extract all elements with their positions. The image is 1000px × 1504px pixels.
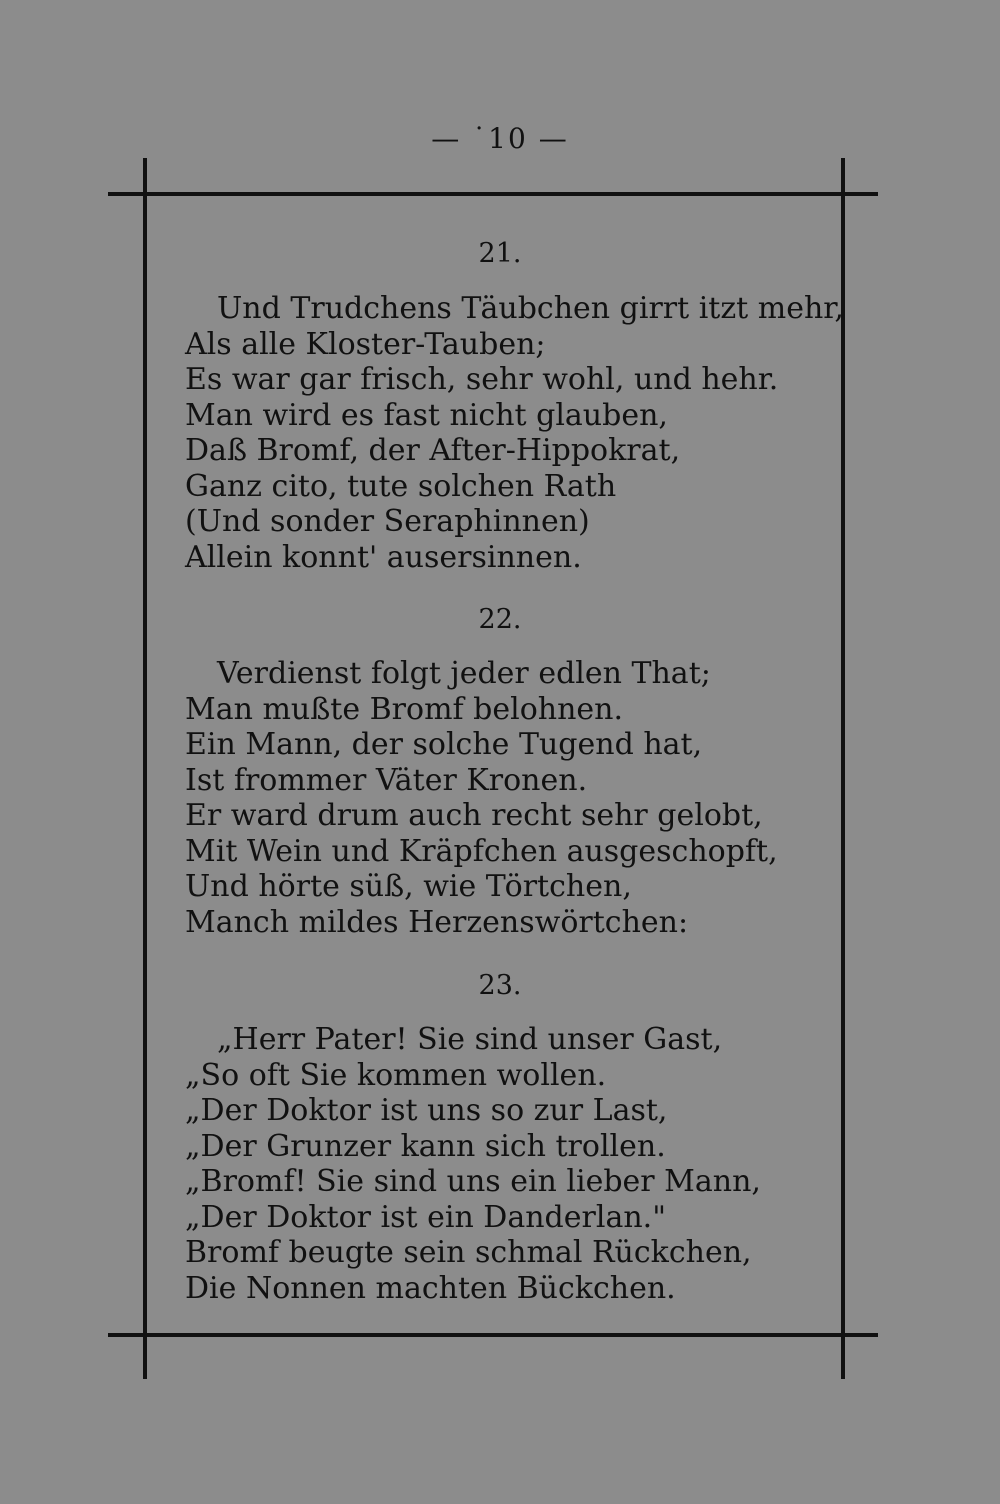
verse-line: Man mußte Bromf belohnen. [185,691,624,727]
verse-line: Er ward drum auch recht sehr gelobt, [185,798,763,833]
frame-bottom-rule [108,1333,878,1337]
verse-line: (Und sonder Seraphinnen) [185,504,590,539]
verse-line: „Der Grunzer kann sich trollen. [185,1128,666,1164]
verse-line: Und hörte süß, wie Törtchen, [185,869,632,904]
verse-line: Ist frommer Väter Kronen. [185,762,588,798]
verse-line: Manch mildes Herzenswörtchen: [185,904,689,940]
verse-line: Allein konnt' ausersinnen. [185,539,582,575]
verse-line: „So oft Sie kommen wollen. [185,1057,607,1093]
frame-top-rule [108,192,878,196]
verse-line: „Herr Pater! Sie sind unser Gast, [217,1022,723,1057]
verse-line: Bromf beugte sein schmal Rückchen, [185,1235,752,1270]
frame-right-rule-bottom [841,1337,845,1379]
frame-right-rule [841,196,845,1334]
frame-left-rule [143,196,147,1334]
verse-line: Ganz cito, tute solchen Rath [185,468,617,504]
verse-line: Daß Bromf, der After-Hippokrat, [185,433,681,468]
stanza [185,291,844,575]
verse-line: Die Nonnen machten Bückchen. [185,1270,676,1306]
stanza-number: 22. [478,604,522,635]
frame-right-rule-top [841,158,845,196]
verse-line: Mit Wein und Kräpfchen ausgeschopft, [185,833,778,869]
stanza [185,1022,825,1306]
frame-left-rule-top [143,158,147,196]
verse-line: Ein Mann, der solche Tugend hat, [185,727,703,762]
verse-line: „Bromf! Sie sind uns ein lieber Mann, [185,1164,761,1199]
stanza-number: 21. [478,238,522,269]
page-number: — ˙10 — [431,122,569,155]
verse-line: „Der Doktor ist ein Danderlan." [185,1199,666,1235]
verse-line: „Der Doktor ist uns so zur Last, [185,1093,668,1128]
stanza [185,656,825,940]
frame-left-rule-bottom [143,1337,147,1379]
verse-line: Man wird es fast nicht glauben, [185,397,668,433]
verse-line: Verdienst folgt jeder edlen That; [217,656,711,691]
verse-line: Und Trudchens Täubchen girrt itzt mehr, [217,291,844,326]
stanza-number: 23. [478,970,522,1001]
verse-line: Es war gar frisch, sehr wohl, und hehr. [185,362,779,397]
verse-line: Als alle Kloster-Tauben; [185,326,546,362]
